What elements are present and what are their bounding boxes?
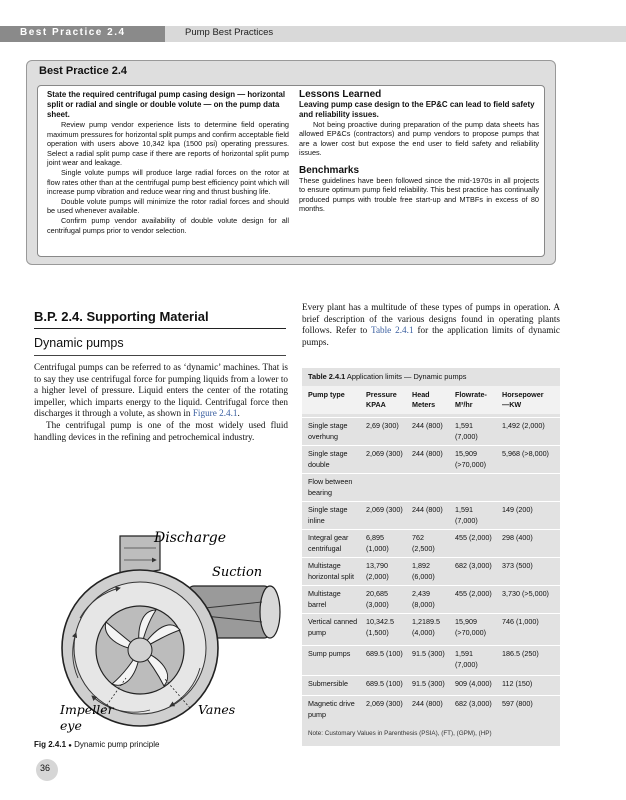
paragraph: Single volute pumps will produce large radial forces on the rotor at flow rates other than at the centrifugal pump best efficiency point which will increase pump vibration and reduce wear ring and thrust bushing life. (47, 167, 289, 197)
table-cell: 373 (500) (502, 561, 533, 570)
table-cell: 2,69 (300) (366, 421, 399, 430)
table-cell: 746 (1,000) (502, 617, 539, 626)
label-suction: Suction (212, 565, 263, 580)
table-cell: 244 (800) (412, 699, 443, 708)
label-impeller: Impeller (60, 702, 114, 717)
table-cell: 244 (800) (412, 421, 443, 430)
table-cell: Submersible (308, 679, 348, 688)
best-practice-lead: State the required centrifugal pump casing design — horizontal split or radial and single or double volute — on the pump data sheet. (47, 90, 286, 119)
table-cell: 20,685 (3,000) (366, 589, 389, 609)
col-header-head-unit: Meters (412, 400, 436, 409)
table-cell: 91.5 (300) (412, 679, 445, 688)
table-cell: 1,591 (7,000) (455, 649, 478, 669)
table-cell: 597 (800) (502, 699, 533, 708)
table-cell: 15,909 (>70,000) (455, 617, 486, 637)
table-cell: 1,2189.5 (4,000) (412, 617, 440, 637)
table-cell: Flow between bearing (308, 477, 353, 497)
table-cell: Sump pumps (308, 649, 351, 658)
col-header-pressure: Pressure (366, 390, 397, 399)
table-cell: 689.5 (100) (366, 649, 403, 658)
best-practice-right-column (299, 90, 539, 214)
section-subtitle: Dynamic pumps (34, 336, 124, 350)
body-text: The centrifugal pump is one of the most widely used fluid handling devices in the refining and petrochemical industry. (34, 419, 288, 442)
table-header (302, 386, 560, 414)
col-header-head: Head (412, 390, 430, 399)
table-cell: 689.5 (100) (366, 679, 403, 688)
benchmarks-paragraph: These guidelines have been followed since the mid-1970s in all projects to ensure optimum pump field reliability. This best practice has continually produced pumps with trouble free start-up and MTBFs in excess of 80 months. (299, 175, 539, 214)
body-text-left: Centrifugal pumps can be referred to as ‘dynamic’ machines. That is to say they use centrifugal force for pumping liquids from a lower to a higher level of pressure. Liquid enters the center of the rotating impeller, which imparts energy to the liquid. Centrifugal force then discharges it through a volute, as shown in Figure 2.4.1. The centrifugal pump is one of the most widely used fluid handling devices in the refining and petrochemical industry. (34, 362, 288, 442)
best-practice-box (26, 60, 556, 265)
table-cell: Vertical canned pump (308, 617, 358, 637)
col-header-flowrate-unit: M³/hr (455, 400, 473, 409)
figure-caption: Fig 2.4.1 ● Dynamic pump principle (34, 740, 160, 749)
table-cell: 2,069 (300) (366, 699, 403, 708)
body-text-right: Every plant has a multitude of these types of pumps in operation. A brief description of the various designs found in operating plants follows. Refer to Table 2.4.1 for the application limits of dynamic pumps. (302, 302, 560, 347)
body-text: Every plant has a multitude of these types of pumps in operation. A brief description of the various designs found in operating plants follows. Refer to (302, 302, 560, 336)
table-cell: 244 (800) (412, 449, 443, 458)
section-title: B.P. 2.4. Supporting Material (34, 309, 209, 324)
application-limits-table (302, 368, 560, 746)
table-cell: Single stage inline (308, 505, 348, 525)
table-cell: 455 (2,000) (455, 589, 492, 598)
table-cell: 682 (3,000) (455, 561, 492, 570)
page-number: 36 (40, 763, 51, 773)
table-cell: 682 (3,000) (455, 699, 492, 708)
table-cell: 1,492 (2,000) (502, 421, 545, 430)
impeller-eye-hub (128, 638, 152, 662)
table-cell: Magnetic drive pump (308, 699, 355, 719)
table-cell: 13,790 (2,000) (366, 561, 389, 581)
table-link[interactable]: Table 2.4.1 (370, 325, 414, 336)
table-cell: Multistage horizontal split (308, 561, 354, 581)
table-cell: Single stage double (308, 449, 348, 469)
body-text: Centrifugal pumps can be referred to as ‘dynamic’ machines. That is to say they use centrifugal force for pumping liquids from a lower to a higher level of pressure. Liquid enters the center of the rotating impeller, which imparts energy to the liquid. Centrifugal force then discharges it through a volute, as shown in (34, 362, 288, 419)
divider (34, 328, 286, 329)
table-cell: 149 (200) (502, 505, 533, 514)
table-cell: Single stage overhung (308, 421, 348, 441)
best-practice-left-column (47, 90, 289, 235)
table-cell: 1,892 (6,000) (412, 561, 435, 581)
best-practice-content (37, 85, 545, 257)
table-cell: 91.5 (300) (412, 649, 445, 658)
col-header-horsepower: Horsepower (502, 390, 544, 399)
table-cell: 1,591 (7,000) (455, 505, 478, 525)
table-title: Table 2.4.1 Application limits — Dynamic pumps (308, 372, 467, 381)
table-cell: 6,895 (1,000) (366, 533, 389, 553)
label-eye: eye (60, 718, 82, 733)
table-cell: 2,069 (300) (366, 505, 403, 514)
paragraph: Review pump vendor experience lists to determine field operating maximum pressures for horizontal split pumps and confirm acceptable field operation with users above 10,342 kpa (1500 psi) operating pressures. Select a radial split pump case if there are reports of horizontal split pump joint wear and leakage. (47, 120, 289, 168)
dynamic-pump-illustration (40, 518, 290, 736)
table-note: Note: Customary Values in Parenthesis (PSIA), (FT), (GPM), (HP) (308, 730, 492, 737)
paragraph: Double volute pumps will minimize the rotor radial forces and should be used whenever available. (47, 196, 289, 216)
col-header-type: Pump type (308, 390, 345, 399)
label-vanes: Vanes (198, 702, 236, 717)
table-cell: 455 (2,000) (455, 533, 492, 542)
col-header-pressure-unit: KPAA (366, 400, 386, 409)
divider (34, 355, 286, 356)
running-title: Pump Best Practices (185, 27, 274, 38)
section-tag: Best Practice 2.4 (20, 27, 126, 38)
table-cell: 15,909 (>70,000) (455, 449, 486, 469)
paragraph: Confirm pump vendor availability of double volute design for all centrifugal pumps prior to vendor selection. (47, 215, 289, 235)
best-practice-title: Best Practice 2.4 (39, 65, 128, 77)
section-tag-bar (0, 26, 165, 42)
figure-link[interactable]: Figure 2.4.1 (192, 408, 238, 419)
table-cell: 2,439 (8,000) (412, 589, 435, 609)
table-cell: 909 (4,000) (455, 679, 492, 688)
table-cell: 3,730 (>5,000) (502, 589, 549, 598)
table-cell: 112 (150) (502, 679, 533, 688)
lessons-lead: Leaving pump case design to the EP&C can lead to field safety and reliability issues. (299, 99, 535, 119)
table-cell: Integral gear centrifugal (308, 533, 349, 553)
table-cell: 762 (2,500) (412, 533, 435, 553)
benchmarks-heading: Benchmarks (299, 164, 360, 176)
table-cell: 2,069 (300) (366, 449, 403, 458)
table-cell: 244 (800) (412, 505, 443, 514)
table-cell: 10,342.5 (1,500) (366, 617, 394, 637)
col-header-horsepower-unit: —KW (502, 400, 522, 409)
running-header-bar (165, 26, 626, 42)
table-cell: 298 (400) (502, 533, 533, 542)
label-discharge: Discharge (154, 530, 227, 546)
col-header-flowrate: Flowrate- (455, 390, 487, 399)
table-cell: 186.5 (250) (502, 649, 539, 658)
lessons-paragraph: Not being proactive during preparation of the pump data sheets has allowed EP&Cs (contractors) and pump vendors to propose pumps that are a lower cost but expose the end user to field safety and reliability issues. (299, 119, 539, 158)
table-cell: 5,968 (>8,000) (502, 449, 549, 458)
table-cell: 1,591 (7,000) (455, 421, 478, 441)
table-cell: Multistage barrel (308, 589, 341, 609)
lessons-heading: Lessons Learned (299, 89, 382, 100)
